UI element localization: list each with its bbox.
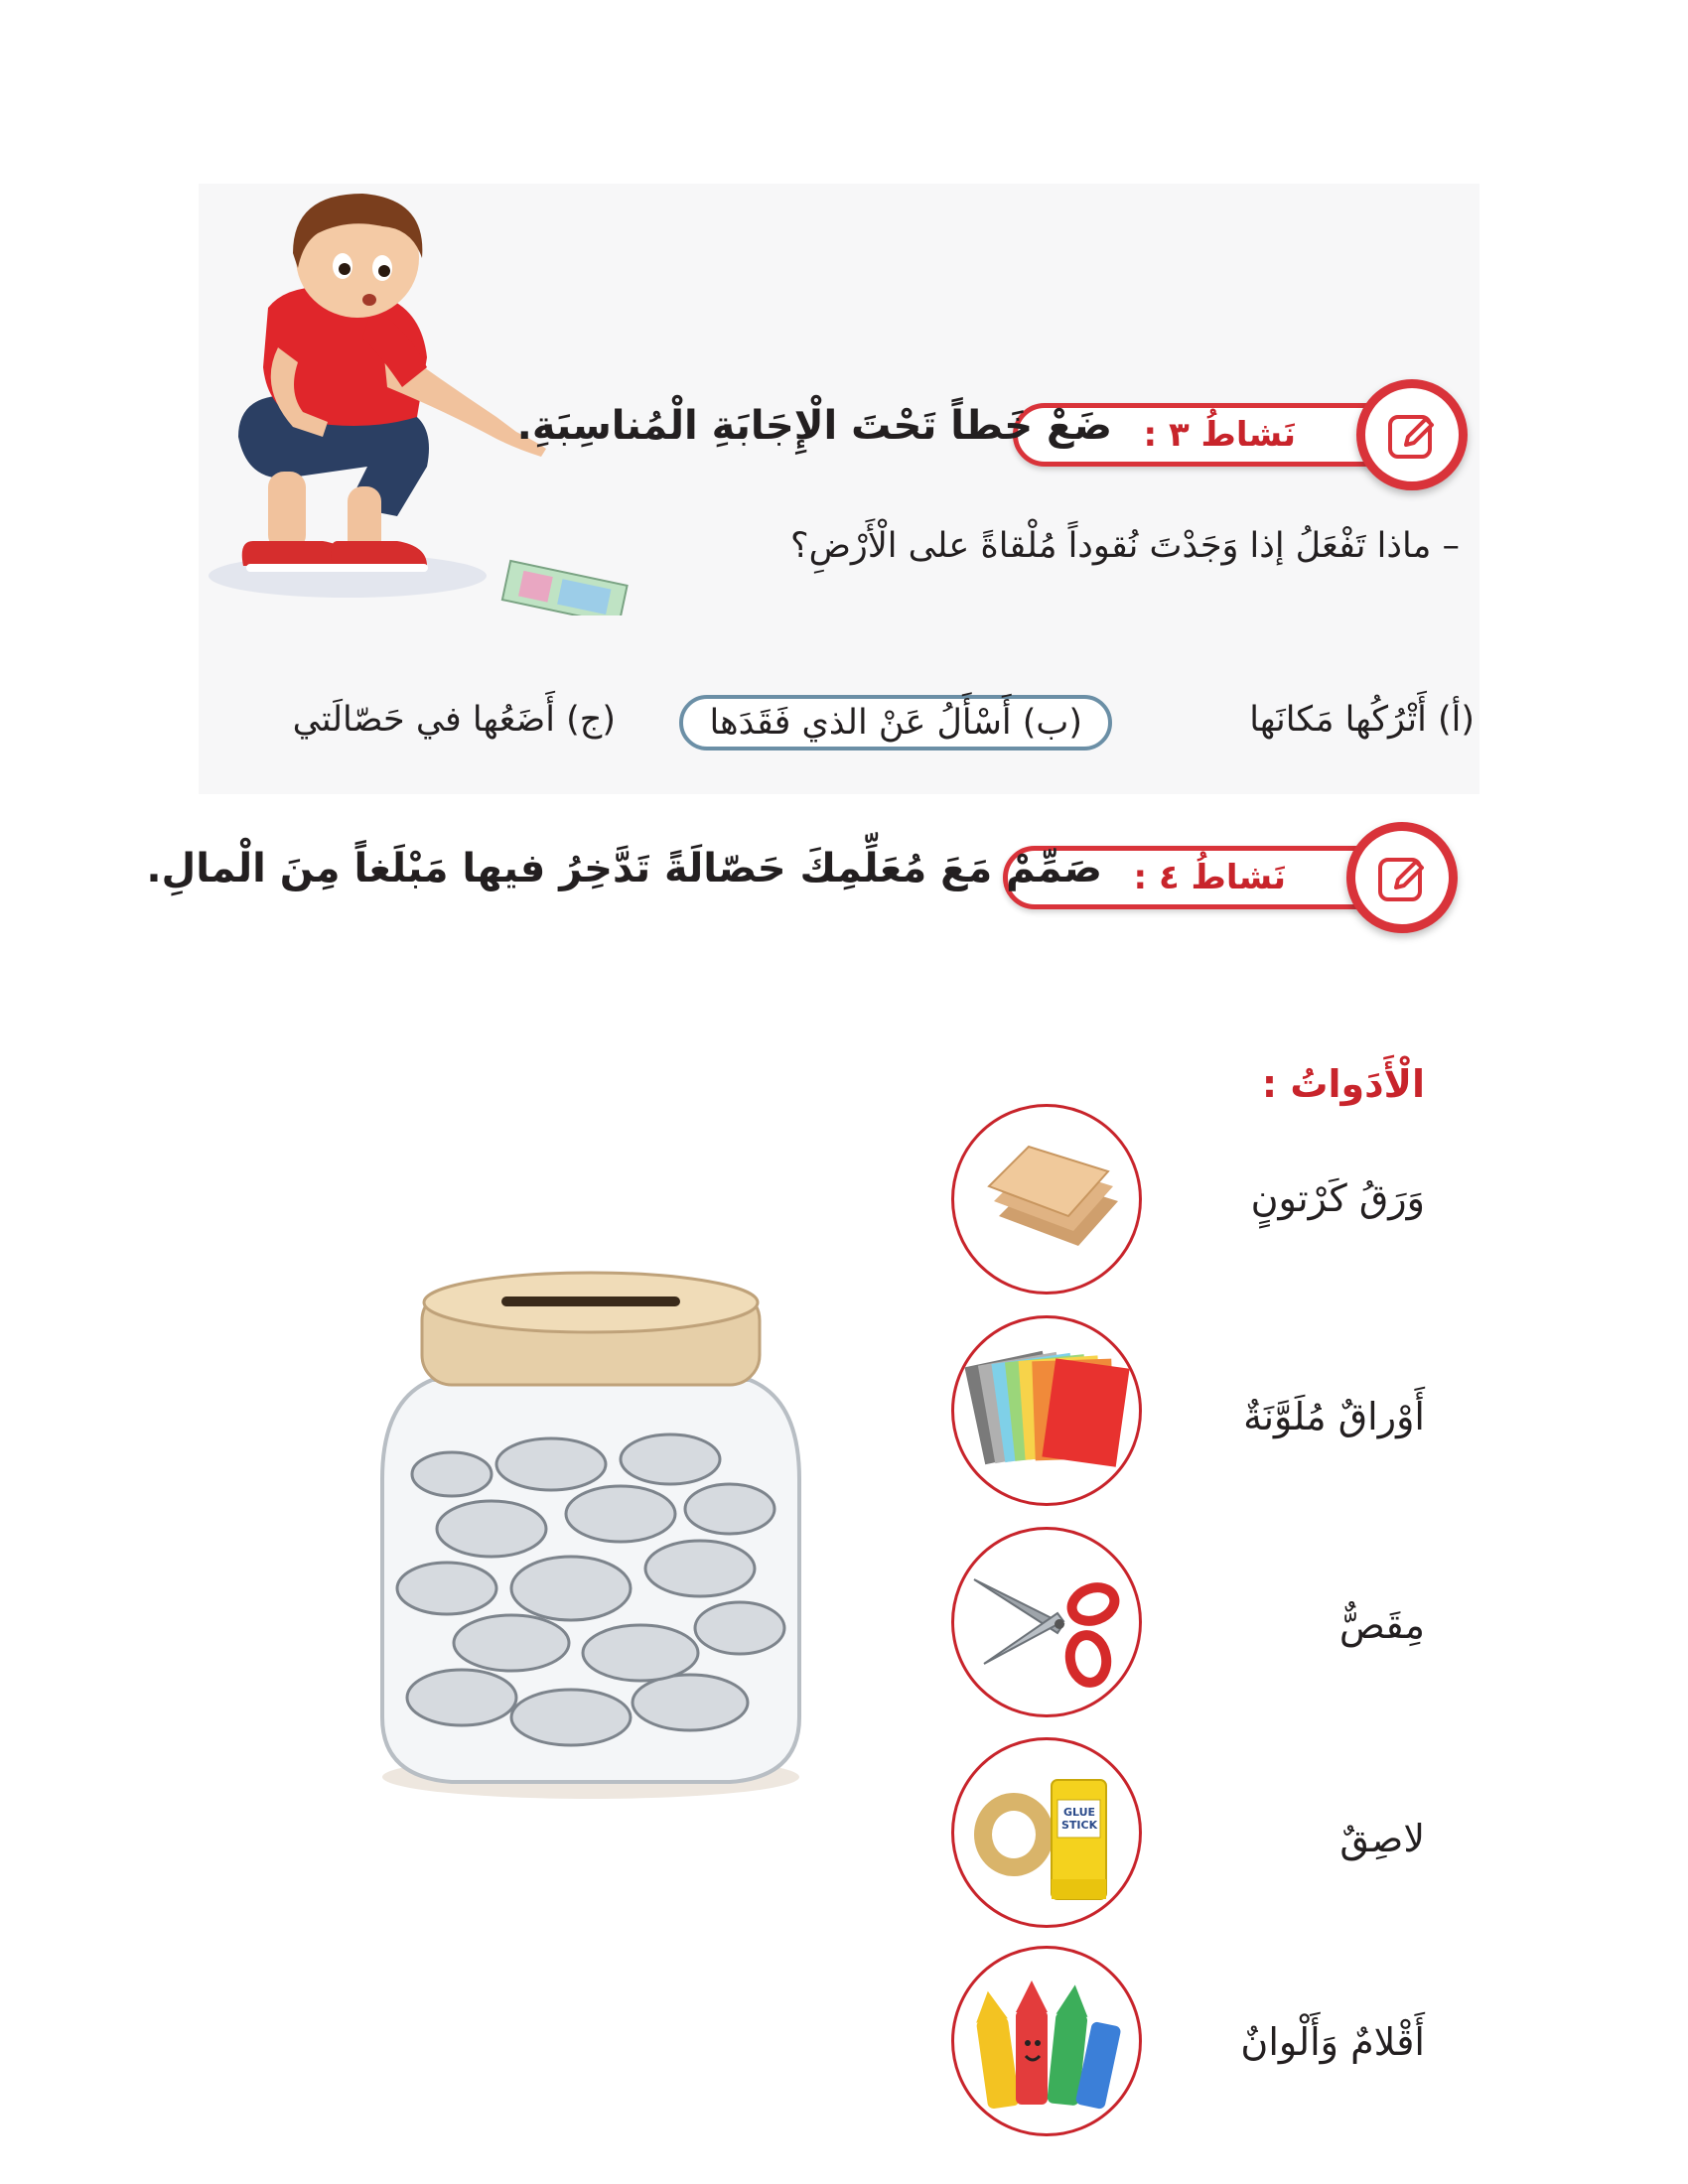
tool-label-colored-paper: أَوْراقٌ مُلَوَّنَةٌ xyxy=(1243,1395,1425,1438)
pencil-icon xyxy=(1346,822,1458,933)
boy-pointing-illustration xyxy=(199,189,635,615)
activity4-instruction: صَمِّمْ مَعَ مُعَلِّمِكَ حَصّالَةً تَدَّخِرُ فيها مَبْلَغاً مِنَ الْمالِ. xyxy=(146,846,1102,891)
cardboard-icon xyxy=(951,1104,1142,1295)
tool-label-cardboard: وَرَقُ كَرْتونٍ xyxy=(1250,1176,1425,1220)
tool-label-crayons: أَقْلامٌ وَأَلْوانٌ xyxy=(1240,2020,1425,2064)
pencil-icon xyxy=(1356,379,1468,490)
tool-label-glue: لاصِقٌ xyxy=(1339,1817,1425,1860)
colored-paper-icon xyxy=(951,1315,1142,1506)
option-c[interactable]: (ج) أَضَعُها في حَصّالَتي xyxy=(292,700,616,740)
scissors-icon xyxy=(951,1527,1142,1717)
glue-tape-icon xyxy=(951,1737,1142,1928)
activity4-label: نَشاطُ ٤ : xyxy=(1133,858,1286,897)
activity3-instruction: ضَعْ خَطاً تَحْتَ الْإِجَابَةِ الْمُناسِبَةِ. xyxy=(516,403,1112,449)
glue-stick-text: GLUE STICK xyxy=(1061,1806,1098,1832)
option-a[interactable]: (أ) أَتْرُكُها مَكانَها xyxy=(1249,700,1475,740)
coin-jar-illustration xyxy=(352,1261,829,1817)
activity3-question: – ماذا تَفْعَلُ إذا وَجَدْتَ نُقوداً مُلْقاةً على الْأَرْضِ؟ xyxy=(790,526,1460,566)
tools-title: الْأَدَواتُ : xyxy=(1261,1062,1425,1106)
option-b-selected[interactable]: (ب) أَسْأَلُ عَنْ الذي فَقَدَها xyxy=(679,695,1112,751)
crayons-icon xyxy=(951,1946,1142,2136)
tool-label-scissors: مِقَصٌّ xyxy=(1338,1603,1425,1647)
activity3-label: نَشاطُ ٣ : xyxy=(1143,415,1296,455)
